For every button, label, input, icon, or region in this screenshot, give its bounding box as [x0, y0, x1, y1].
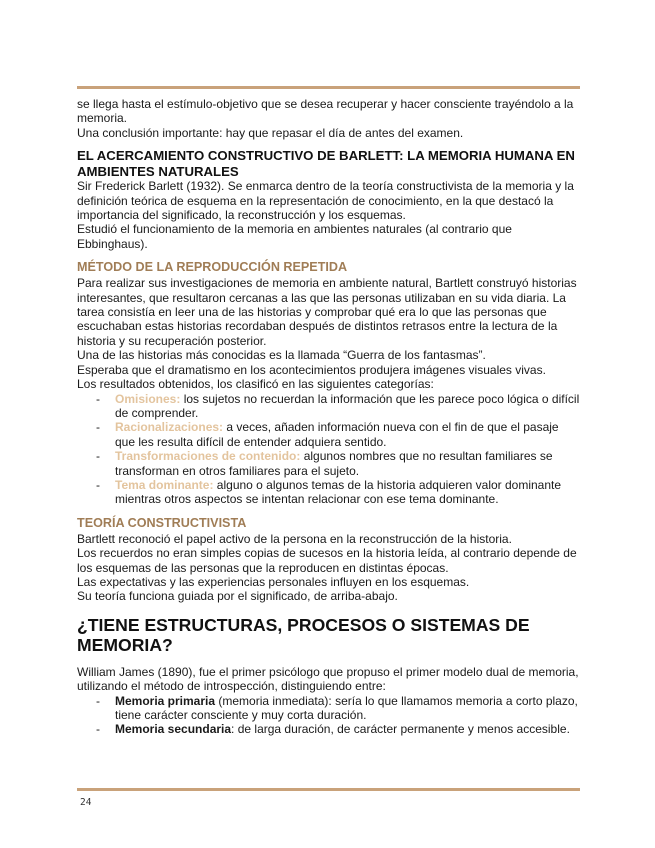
- memory-term: Memoria secundaria: [115, 722, 232, 737]
- teoria-paragraph: Las expectativas y las experiencias personales influyen en los esquemas.: [77, 574, 470, 589]
- category-term: Tema dominante:: [115, 477, 214, 492]
- estructuras-intro: William James (1890), fue el primer psicólogo que propuso el primer modelo dual de memoria, utilizando el método de introspección, distinguiendo entre:: [77, 664, 579, 694]
- estructuras-heading: ¿TIENE ESTRUCTURAS, PROCESOS O SISTEMAS DE MEMORIA?: [77, 614, 530, 656]
- category-term: Transformaciones de contenido:: [115, 449, 301, 464]
- category-text: algunos nombres que no resultan familiares se transforman en otros familiares para el sujeto.: [115, 449, 553, 478]
- metodo-paragraph: Una de las historias más conocidas es la llamada “Guerra de los fantasmas”.: [77, 348, 486, 363]
- metodo-heading: MÉTODO DE LA REPRODUCCIÓN REPETIDA: [77, 260, 348, 275]
- intro-conclusion: Una conclusión importante: hay que repasar el día de antes del examen.: [77, 125, 464, 140]
- categories-list: [77, 392, 580, 507]
- list-item: [115, 722, 580, 736]
- teoria-paragraph: Su teoría funciona guiada por el significado, de arriba-abajo.: [77, 589, 398, 604]
- category-term: Omisiones:: [115, 391, 181, 406]
- metodo-paragraph: Para realizar sus investigaciones de memoria en ambiente natural, Bartlett construyó historias interesantes, que resultaron cercanas a las que las personas utilizaban en su vida diaria. La tarea consistía en leer una de las historias y comprobar qué era lo que las personas que escuchaban estas historias recordaban después de distintos retrasos entre la lectura de la historia y su recuperación posterior.: [77, 276, 577, 348]
- list-item: [115, 478, 580, 507]
- memory-term: Memoria primaria: [115, 693, 216, 708]
- memory-text: (memoria inmediata): sería lo que llamamos memoria a corto plazo, tiene carácter consciente y muy corta duración.: [115, 693, 578, 722]
- category-term: Racionalizaciones:: [115, 420, 224, 435]
- category-text: a veces, añaden información nueva con el fin de que el pasaje que les resulta difícil de entender adquiera sentido.: [115, 420, 559, 449]
- list-item: [115, 694, 580, 723]
- list-item: [115, 392, 580, 421]
- memory-list: [77, 694, 580, 737]
- metodo-paragraph: Esperaba que el dramatismo en los acontecimientos produjera imágenes visuales vivas.: [77, 362, 546, 377]
- barlett-paragraph: Sir Frederick Barlett (1932). Se enmarca dentro de la teoría constructivista de la memoria y la definición teórica de esquema en la representación de conocimiento, en la que destacó la importancia del significado, la reconstrucción y los esquemas.: [77, 179, 574, 223]
- memory-text: : de larga duración, de carácter permanente y menos accesible.: [231, 722, 570, 737]
- page-content: [77, 97, 580, 737]
- barlett-paragraph: Estudió el funcionamiento de la memoria en ambientes naturales (al contrario que Ebbinghaus).: [77, 222, 512, 251]
- teoria-heading: TEORÍA CONSTRUCTIVISTA: [77, 515, 247, 530]
- metodo-paragraph: Los resultados obtenidos, los clasificó en las siguientes categorías:: [77, 377, 434, 392]
- footer-rule: [77, 788, 580, 791]
- header-rule: [77, 86, 580, 89]
- category-text: los sujetos no recuerdan la información que les parece poco lógica o difícil de comprender.: [115, 391, 580, 420]
- page-number: 24: [80, 797, 92, 808]
- intro-line: se llega hasta el estímulo-objetivo que se desea recuperar y hacer consciente trayéndolo a la memoria.: [77, 97, 574, 126]
- barlett-heading: EL ACERCAMIENTO CONSTRUCTIVO DE BARLETT: LA MEMORIA HUMANA EN AMBIENTES NATURALES: [77, 148, 575, 179]
- teoria-paragraph: Bartlett reconoció el papel activo de la persona en la reconstrucción de la historia.: [77, 531, 512, 546]
- teoria-paragraph: Los recuerdos no eran simples copias de sucesos en la historia leída, al contrario depende de los esquemas de las personas que la reproducen en distintas épocas.: [77, 546, 577, 575]
- list-item: [115, 449, 580, 478]
- category-text: alguno o algunos temas de la historia adquieren valor dominante mientras otros aspectos se intentan relacionar con ese tema dominante.: [115, 477, 562, 507]
- list-item: [115, 420, 580, 449]
